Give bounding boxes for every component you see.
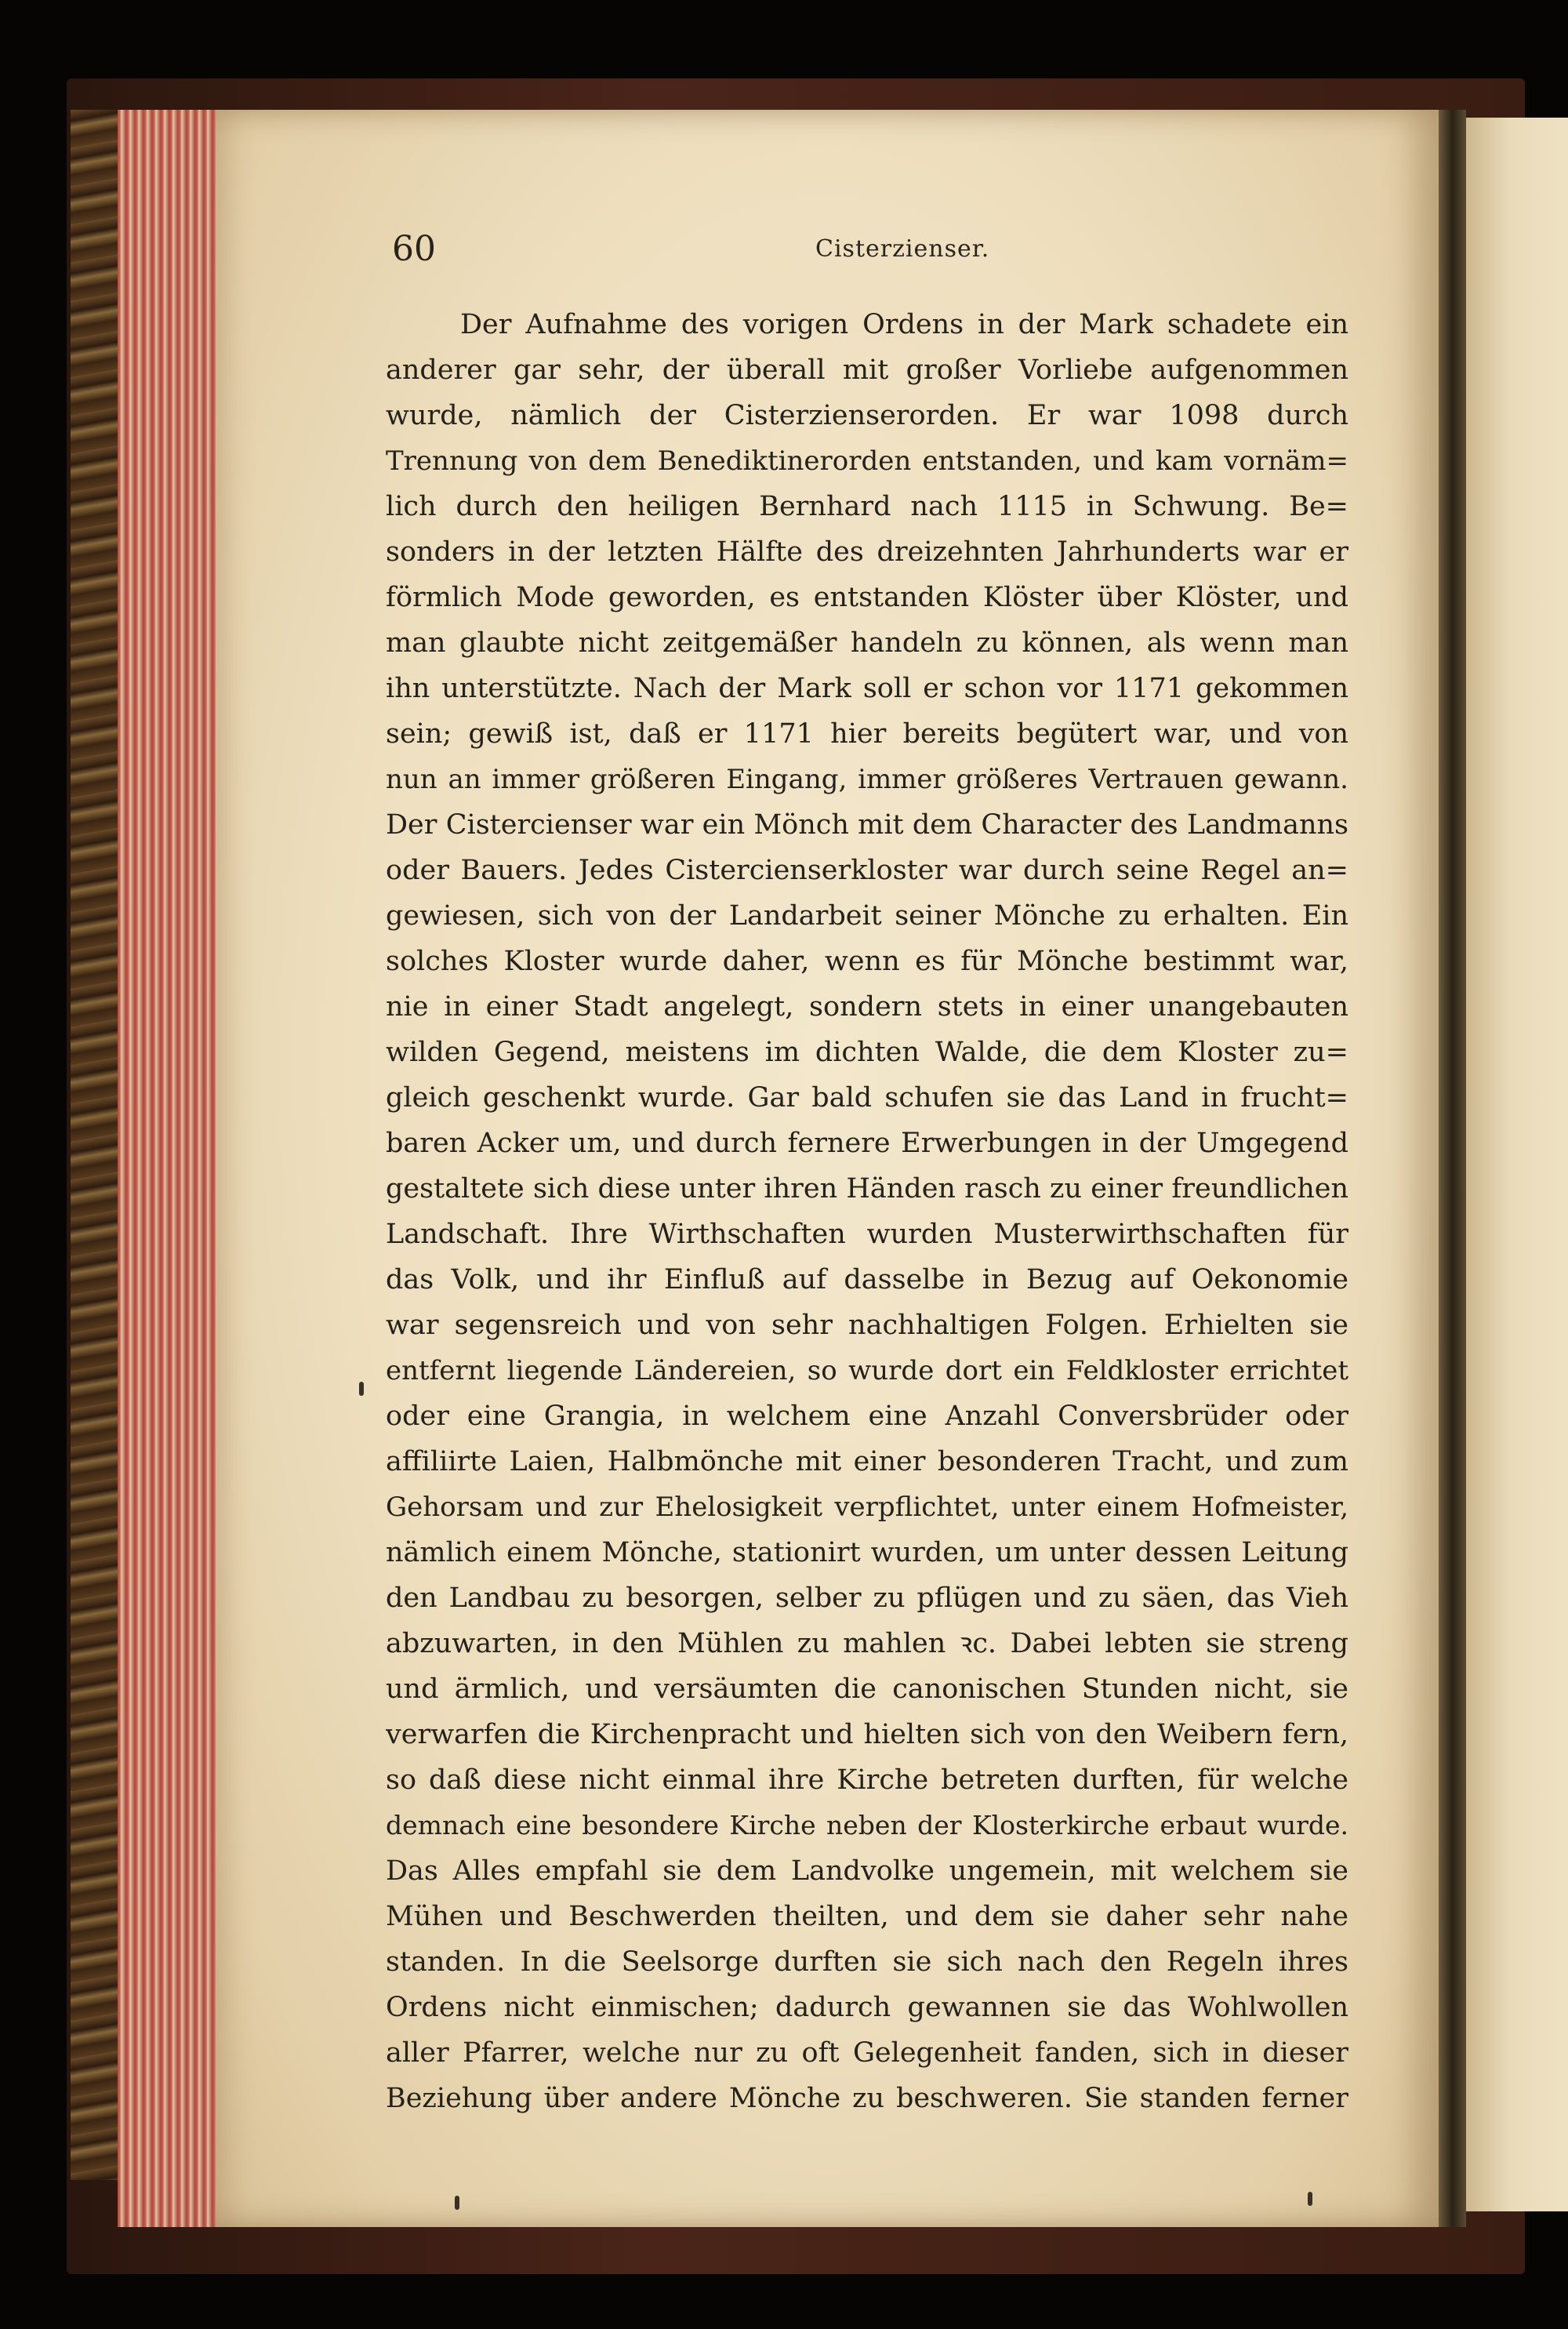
text-line: entfernt liegende Ländereien, so wurde dort ein Feldkloster errichtet <box>386 1355 1348 1386</box>
text-line: den Landbau zu besorgen, selber zu pflügen und zu säen, das Vieh <box>386 1582 1348 1614</box>
book-gutter <box>1439 110 1466 2227</box>
text-line: Das Alles empfahl sie dem Landvolke ungemein, mit welchem sie <box>386 1855 1348 1887</box>
text-line: so daß diese nicht einmal ihre Kirche betreten durften, für welche <box>386 1764 1348 1796</box>
text-line: Beziehung über andere Mönche zu beschweren. Sie standen ferner <box>386 2083 1348 2114</box>
right-page-edge <box>1466 118 1568 2211</box>
running-title: Cisterzienser. <box>815 235 990 263</box>
text-line: man glaubte nicht zeitgemäßer handeln zu können, als wenn man <box>386 627 1348 659</box>
text-line: Gehorsam und zur Ehelosigkeit verpflichtet, unter einem Hofmeister, <box>386 1492 1348 1523</box>
body-text <box>386 302 1348 2121</box>
marbled-binding <box>71 110 118 2180</box>
text-line: gleich geschenkt wurde. Gar bald schufen sie das Land in frucht= <box>386 1082 1348 1114</box>
ink-speck <box>359 1382 364 1396</box>
ink-speck <box>1308 2192 1312 2206</box>
text-line: Mühen und Beschwerden theilten, und dem sie daher sehr nahe <box>386 1901 1348 1932</box>
text-line: förmlich Mode geworden, es entstanden Klöster über Klöster, und <box>386 582 1348 613</box>
text-line: abzuwarten, in den Mühlen zu mahlen ꝛc. Dabei lebten sie streng <box>386 1628 1348 1659</box>
page-number: 60 <box>392 229 436 269</box>
text-line: demnach eine besondere Kirche neben der Klosterkirche erbaut wurde. <box>386 1810 1348 1840</box>
text-line: affiliirte Laien, Halbmönche mit einer besonderen Tracht, und zum <box>386 1446 1348 1477</box>
text-line: sonders in der letzten Hälfte des dreizehnten Jahrhunderts war er <box>386 536 1348 568</box>
text-line: Der Aufnahme des vorigen Ordens in der Mark schadete ein <box>460 309 1348 340</box>
text-line: standen. In die Seelsorge durften sie sich nach den Regeln ihres <box>386 1946 1348 1978</box>
text-line: verwarfen die Kirchenpracht und hielten sich von den Weibern fern, <box>386 1719 1348 1750</box>
text-line: ihn unterstützte. Nach der Mark soll er schon vor 1171 gekommen <box>386 673 1348 704</box>
text-line: gewiesen, sich von der Landarbeit seiner Mönche zu erhalten. Ein <box>386 900 1348 932</box>
text-line: Der Cistercienser war ein Mönch mit dem Character des Landmanns <box>386 809 1348 841</box>
text-line: sein; gewiß ist, daß er 1171 hier bereits begütert war, und von <box>386 718 1348 750</box>
text-line: nämlich einem Mönche, stationirt wurden, um unter dessen Leitung <box>386 1537 1348 1568</box>
text-line: aller Pfarrer, welche nur zu oft Gelegenheit fanden, sich in dieser <box>386 2037 1348 2069</box>
text-line: baren Acker um, und durch fernere Erwerbungen in der Umgegend <box>386 1128 1348 1159</box>
text-line: anderer gar sehr, der überall mit großer Vorliebe aufgenommen <box>386 354 1348 386</box>
text-line: und ärmlich, und versäumten die canonischen Stunden nicht, sie <box>386 1673 1348 1705</box>
text-line: nun an immer größeren Eingang, immer größeres Vertrauen gewann. <box>386 764 1348 795</box>
text-line: wilden Gegend, meistens im dichten Walde, die dem Kloster zu= <box>386 1037 1348 1068</box>
text-line: Landschaft. Ihre Wirthschaften wurden Musterwirthschaften für <box>386 1219 1348 1250</box>
text-line: oder eine Grangia, in welchem eine Anzahl Conversbrüder oder <box>386 1401 1348 1432</box>
ink-speck <box>455 2196 459 2210</box>
text-line: wurde, nämlich der Cisterzienserorden. Er war 1098 durch <box>386 400 1348 431</box>
page-edges <box>118 110 220 2227</box>
text-line: war segensreich und von sehr nachhaltigen Folgen. Erhielten sie <box>386 1310 1348 1341</box>
text-line: Trennung von dem Benediktinerorden entstanden, und kam vornäm= <box>386 445 1348 477</box>
text-line: Ordens nicht einmischen; dadurch gewannen sie das Wohlwollen <box>386 1992 1348 2023</box>
text-line: das Volk, und ihr Einfluß auf dasselbe in Bezug auf Oekonomie <box>386 1264 1348 1295</box>
text-line: nie in einer Stadt angelegt, sondern stets in einer unangebauten <box>386 991 1348 1023</box>
text-line: solches Kloster wurde daher, wenn es für Mönche bestimmt war, <box>386 946 1348 977</box>
page-header <box>392 229 1356 276</box>
text-line: gestaltete sich diese unter ihren Händen rasch zu einer freundlichen <box>386 1173 1348 1204</box>
text-line: oder Bauers. Jedes Cistercienserkloster war durch seine Regel an= <box>386 855 1348 886</box>
text-line: lich durch den heiligen Bernhard nach 1115 in Schwung. Be= <box>386 491 1348 522</box>
